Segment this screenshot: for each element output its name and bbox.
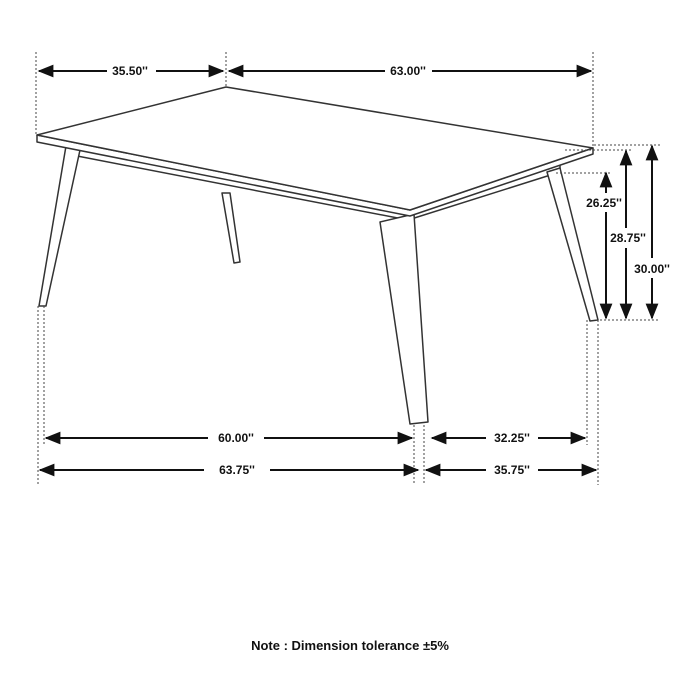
dim-label-height-mid: 28.75'' — [610, 231, 646, 245]
dim-label-height-outer: 30.00'' — [634, 262, 670, 276]
dim-label-bottom-right-inner: 32.25'' — [494, 431, 530, 445]
dim-label-bottom-left-inner: 60.00'' — [218, 431, 254, 445]
dim-label-top-right: 63.00'' — [390, 64, 426, 78]
dim-label-bottom-right-outer: 35.75'' — [494, 463, 530, 477]
front-right-leg — [380, 214, 428, 424]
tabletop-surface — [37, 87, 593, 210]
dimension-tolerance-note: Note : Dimension tolerance ±5% — [251, 638, 449, 653]
table-outline — [37, 87, 598, 424]
dim-label-top-left: 35.50'' — [112, 64, 148, 78]
dim-label-height-inner: 26.25'' — [586, 196, 622, 210]
front-left-leg — [39, 146, 80, 306]
dim-label-bottom-left-outer: 63.75'' — [219, 463, 255, 477]
back-left-leg — [222, 193, 240, 263]
back-right-leg — [547, 168, 598, 321]
